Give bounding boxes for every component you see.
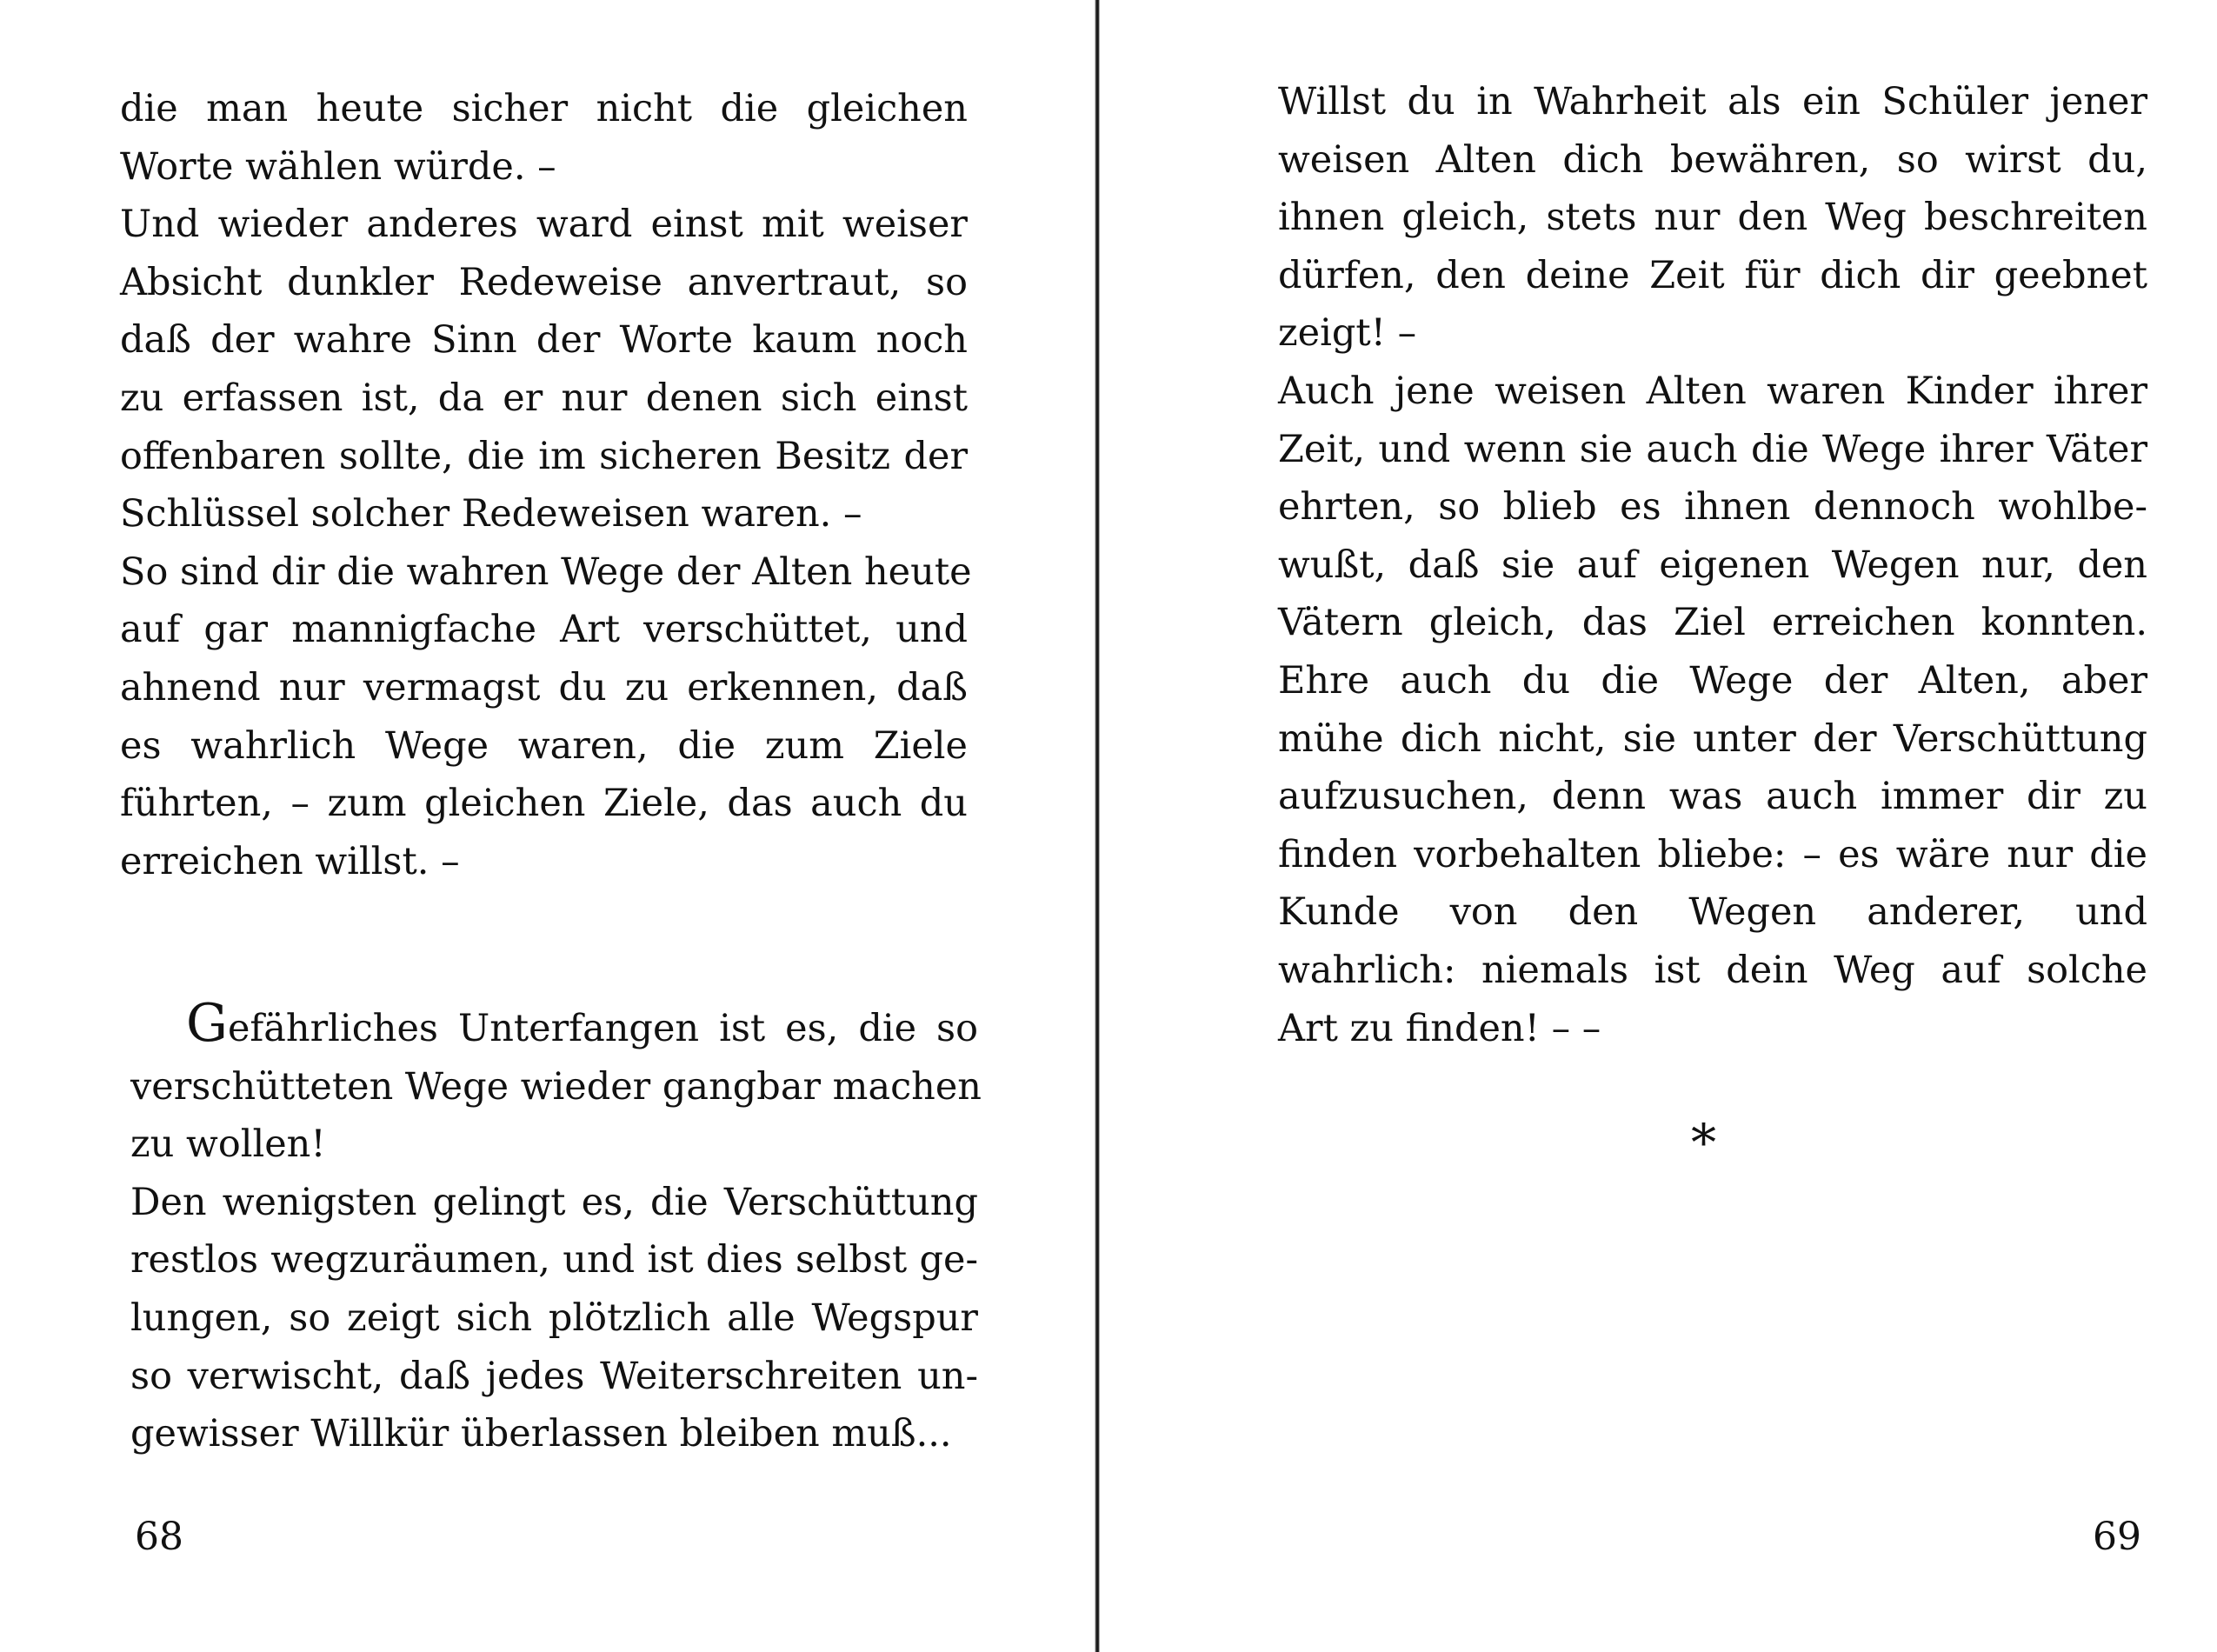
text-line: aufzusuchen, denn was auch immer dir zu xyxy=(1278,775,2147,819)
page-number: 69 xyxy=(2093,1515,2141,1559)
text-line: Und wieder anderes ward einst mit weiser xyxy=(120,203,968,247)
book-gutter xyxy=(1095,0,1100,1652)
text-line: Zeit, und wenn sie auch die Wege ihrer Väter xyxy=(1278,427,2147,471)
text-line: ehrten, so blieb es ihnen dennoch wohlbe- xyxy=(1278,485,2147,530)
text-line: Willst du in Wahrheit als ein Schüler jener xyxy=(1278,80,2147,123)
text-line: ahnend nur vermagst du zu erkennen, daß xyxy=(120,665,968,709)
text-line: offenbaren sollte, die im sicheren Besitz der xyxy=(120,434,968,478)
text-line: So sind dir die wahren Wege der Alten heute xyxy=(120,550,972,594)
text-line: die man heute sicher nicht die gleichen xyxy=(120,87,968,130)
text-line: finden vorbehalten bliebe: – es wäre nur die xyxy=(1278,832,2147,876)
text-line: zu wollen! xyxy=(130,1122,326,1167)
text-line: Absicht dunkler Redeweise anvertraut, so xyxy=(120,260,968,304)
right-paragraph-block xyxy=(1278,73,2147,1057)
text-line: gewisser Willkür überlassen bleiben muß... xyxy=(130,1412,952,1456)
text-line: Auch jene weisen Alten waren Kinder ihrer xyxy=(1278,369,2147,413)
text-line: erreichen willst. – xyxy=(120,839,460,883)
text-line: Ehre auch du die Wege der Alten, aber xyxy=(1278,658,2147,703)
text-line: daß der wahre Sinn der Worte kaum noch xyxy=(120,318,968,363)
text-line: es wahrlich Wege waren, die zum Ziele xyxy=(120,723,968,768)
text-line: führten, – zum gleichen Ziele, das auch du xyxy=(120,782,968,826)
left-page xyxy=(0,0,1091,1652)
text-line: Kunde von den Wegen anderer, und xyxy=(1278,890,2147,935)
text-line-with-dropcap xyxy=(130,993,978,1058)
text-line: mühe dich nicht, sie unter der Verschüttung xyxy=(1278,716,2147,761)
text-line: Art zu finden! – – xyxy=(1278,1006,1601,1050)
left-section-block xyxy=(130,993,982,1463)
text-line: ihnen gleich, stets nur den Weg beschreiten xyxy=(1278,196,2147,240)
text-line: wahrlich: niemals ist dein Weg auf solche xyxy=(1278,948,2147,992)
right-page xyxy=(1108,0,2217,1652)
text-line: Worte wählen würde. – xyxy=(120,144,556,189)
drop-cap: G xyxy=(186,993,228,1054)
text-line: so verwischt, daß jedes Weiterschreiten un- xyxy=(130,1354,978,1398)
text-line: restlos wegzuräumen, und ist dies selbst ge- xyxy=(130,1238,978,1282)
text-line: dürfen, den deine Zeit für dich dir geebnet xyxy=(1278,253,2147,297)
text-line-rest: efährliches Unterfangen ist es, die so xyxy=(227,1007,978,1050)
section-ornament: * xyxy=(1691,1113,1716,1172)
text-line: auf gar mannigfache Art verschüttet, und xyxy=(120,608,968,652)
left-paragraph-block xyxy=(120,80,972,890)
text-line: zu erfassen ist, da er nur denen sich einst xyxy=(120,376,968,420)
text-line: Den wenigsten gelingt es, die Verschüttung xyxy=(130,1180,978,1224)
text-line: Schlüssel solcher Redeweisen waren. – xyxy=(120,492,862,536)
text-line: verschütteten Wege wieder gangbar machen xyxy=(130,1064,982,1109)
page-number: 68 xyxy=(135,1515,183,1559)
text-line: weisen Alten dich bewähren, so wirst du, xyxy=(1278,137,2147,182)
text-line: lungen, so zeigt sich plötzlich alle Wegspur xyxy=(130,1296,978,1340)
text-line: Vätern gleich, das Ziel erreichen konnten. xyxy=(1278,601,2147,645)
text-line: wußt, daß sie auf eigenen Wegen nur, den xyxy=(1278,543,2147,587)
text-line: zeigt! – xyxy=(1278,311,1417,356)
